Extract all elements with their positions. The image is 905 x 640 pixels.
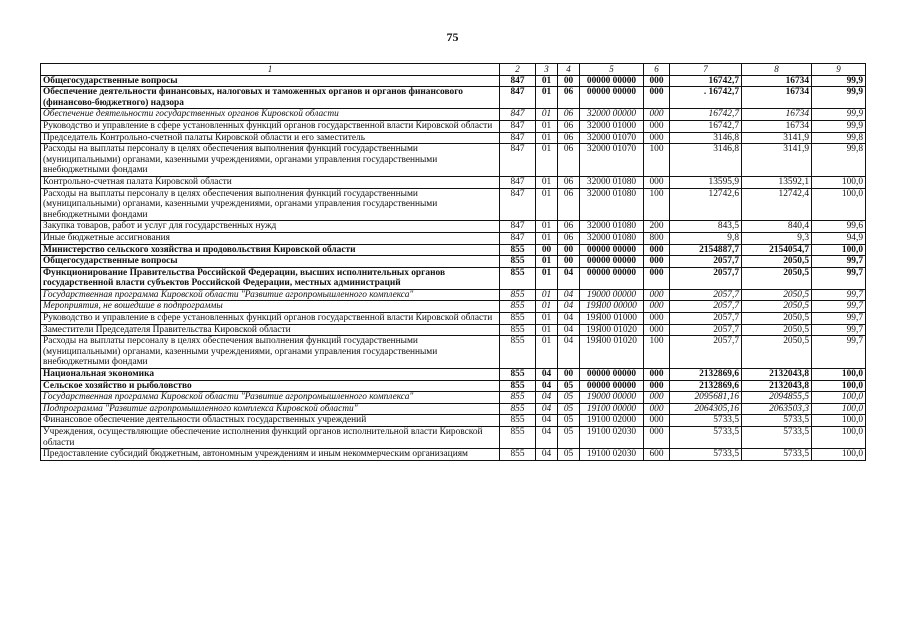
execution-percent: 100,0 — [812, 427, 866, 449]
admin-code: 855 — [500, 256, 536, 268]
execution-percent: 100,0 — [812, 449, 866, 461]
subsection-code: 00 — [558, 75, 580, 87]
column-header: 4 — [558, 64, 580, 76]
row-name: Расходы на выплаты персоналу в целях обеспечения выполнения функций государственными (муниципальными) органами, казенными учреждениями, органами управления государственными внебюджетными фондами — [41, 188, 500, 221]
target-article-code: 00000 00000 — [580, 380, 644, 392]
planned-amount: 2057,7 — [670, 336, 742, 369]
admin-code: 855 — [500, 380, 536, 392]
target-article-code: 19Я00 01020 — [580, 336, 644, 369]
executed-amount: 3141,9 — [742, 144, 812, 177]
subsection-code: 04 — [558, 336, 580, 369]
row-name: Сельское хозяйство и рыболовство — [41, 380, 500, 392]
expense-type-code: 000 — [644, 244, 670, 256]
executed-amount: 5733,5 — [742, 415, 812, 427]
expense-type-code: 000 — [644, 392, 670, 404]
subsection-code: 05 — [558, 392, 580, 404]
table-row — [41, 324, 866, 336]
admin-code: 847 — [500, 176, 536, 188]
row-name: Обеспечение деятельности государственных органов Кировской области — [41, 109, 500, 121]
row-name: Предоставление субсидий бюджетным, автономным учреждениям и иным некоммерческим организациям — [41, 449, 500, 461]
table-row — [41, 369, 866, 381]
section-code: 01 — [536, 336, 558, 369]
planned-amount: 2064305,16 — [670, 403, 742, 415]
expense-type-code: 000 — [644, 369, 670, 381]
table-row — [41, 301, 866, 313]
target-article-code: 19100 00000 — [580, 403, 644, 415]
admin-code: 855 — [500, 289, 536, 301]
executed-amount: 2132043,8 — [742, 380, 812, 392]
section-code: 01 — [536, 75, 558, 87]
section-code: 01 — [536, 232, 558, 244]
executed-amount: 3141,9 — [742, 132, 812, 144]
planned-amount: 2132869,6 — [670, 369, 742, 381]
expense-type-code: 200 — [644, 221, 670, 233]
column-header: 3 — [536, 64, 558, 76]
section-code: 04 — [536, 380, 558, 392]
section-code: 01 — [536, 313, 558, 325]
section-code: 04 — [536, 392, 558, 404]
section-code: 01 — [536, 301, 558, 313]
target-article-code: 32000 01080 — [580, 176, 644, 188]
section-code: 01 — [536, 109, 558, 121]
column-header: 5 — [580, 64, 644, 76]
execution-percent: 99,7 — [812, 267, 866, 289]
table-row — [41, 244, 866, 256]
planned-amount: 2057,7 — [670, 267, 742, 289]
table-row — [41, 415, 866, 427]
section-code: 00 — [536, 244, 558, 256]
section-code: 01 — [536, 267, 558, 289]
section-code: 04 — [536, 403, 558, 415]
executed-amount: 2050,5 — [742, 324, 812, 336]
expense-type-code: 600 — [644, 449, 670, 461]
subsection-code: 06 — [558, 132, 580, 144]
table-row — [41, 449, 866, 461]
subsection-code: 04 — [558, 324, 580, 336]
admin-code: 855 — [500, 267, 536, 289]
table-row — [41, 221, 866, 233]
executed-amount: 9,3 — [742, 232, 812, 244]
target-article-code: 19000 00000 — [580, 289, 644, 301]
section-code: 01 — [536, 256, 558, 268]
executed-amount: 12742,4 — [742, 188, 812, 221]
executed-amount: 16734 — [742, 75, 812, 87]
target-article-code: 19000 00000 — [580, 392, 644, 404]
subsection-code: 05 — [558, 449, 580, 461]
table-row — [41, 403, 866, 415]
executed-amount: 2063503,3 — [742, 403, 812, 415]
admin-code: 855 — [500, 336, 536, 369]
executed-amount: 2050,5 — [742, 289, 812, 301]
row-name: Общегосударственные вопросы — [41, 256, 500, 268]
column-header: 6 — [644, 64, 670, 76]
execution-percent: 100,0 — [812, 176, 866, 188]
target-article-code: 19Я00 01020 — [580, 324, 644, 336]
row-name: Государственная программа Кировской области "Развитие агропромышленного комплекса" — [41, 289, 500, 301]
planned-amount: 2154887,7 — [670, 244, 742, 256]
expense-type-code: 000 — [644, 267, 670, 289]
table-row — [41, 256, 866, 268]
table-row — [41, 380, 866, 392]
planned-amount: 2057,7 — [670, 313, 742, 325]
executed-amount: 16734 — [742, 87, 812, 109]
planned-amount: 16742,7 — [670, 75, 742, 87]
target-article-code: 00000 00000 — [580, 87, 644, 109]
execution-percent: 99,7 — [812, 336, 866, 369]
admin-code: 847 — [500, 188, 536, 221]
section-code: 01 — [536, 87, 558, 109]
section-code: 01 — [536, 221, 558, 233]
expense-type-code: 000 — [644, 75, 670, 87]
admin-code: 847 — [500, 221, 536, 233]
table-row — [41, 109, 866, 121]
row-name: Государственная программа Кировской области "Развитие агропромышленного комплекса" — [41, 392, 500, 404]
subsection-code: 06 — [558, 176, 580, 188]
expense-type-code: 100 — [644, 144, 670, 177]
target-article-code: 32000 01080 — [580, 188, 644, 221]
row-name: Расходы на выплаты персоналу в целях обеспечения выполнения функций государственными (муниципальными) органами, казенными учреждениями, органами управления государственными внебюджетными фондами — [41, 144, 500, 177]
subsection-code: 06 — [558, 109, 580, 121]
section-code: 01 — [536, 176, 558, 188]
planned-amount: 5733,5 — [670, 427, 742, 449]
planned-amount: 2057,7 — [670, 256, 742, 268]
expense-type-code: 000 — [644, 427, 670, 449]
row-name: Общегосударственные вопросы — [41, 75, 500, 87]
row-name: Руководство и управление в сфере установленных функций органов государственной власти Кировской области — [41, 120, 500, 132]
row-name: Заместители Председателя Правительства Кировской области — [41, 324, 500, 336]
admin-code: 847 — [500, 144, 536, 177]
subsection-code: 00 — [558, 244, 580, 256]
executed-amount: 2050,5 — [742, 267, 812, 289]
table-row — [41, 392, 866, 404]
row-name: Обеспечение деятельности финансовых, налоговых и таможенных органов и органов финансового (финансово-бюджетного) надзора — [41, 87, 500, 109]
execution-percent: 99,9 — [812, 109, 866, 121]
expense-type-code: 000 — [644, 415, 670, 427]
planned-amount: 2057,7 — [670, 301, 742, 313]
table-row — [41, 120, 866, 132]
target-article-code: 32000 01070 — [580, 132, 644, 144]
admin-code: 855 — [500, 313, 536, 325]
page-number: 75 — [446, 30, 459, 44]
section-code: 01 — [536, 289, 558, 301]
planned-amount: 13595,9 — [670, 176, 742, 188]
subsection-code: 05 — [558, 380, 580, 392]
target-article-code: 00000 00000 — [580, 75, 644, 87]
executed-amount: 2050,5 — [742, 301, 812, 313]
subsection-code: 06 — [558, 188, 580, 221]
execution-percent: 99,7 — [812, 289, 866, 301]
target-article-code: 19Я00 01000 — [580, 313, 644, 325]
table-row — [41, 267, 866, 289]
planned-amount: 2132869,6 — [670, 380, 742, 392]
execution-percent: 99,8 — [812, 144, 866, 177]
section-code: 01 — [536, 144, 558, 177]
row-name: Подпрограмма "Развитие агропромышленного комплекса Кировской области" — [41, 403, 500, 415]
expense-type-code: 000 — [644, 176, 670, 188]
subsection-code: 05 — [558, 403, 580, 415]
target-article-code: 32000 01080 — [580, 232, 644, 244]
execution-percent: 99,7 — [812, 256, 866, 268]
subsection-code: 06 — [558, 144, 580, 177]
row-name: Учреждения, осуществляющие обеспечение исполнения функций органов исполнительной власти Кировской области — [41, 427, 500, 449]
executed-amount: 840,4 — [742, 221, 812, 233]
admin-code: 855 — [500, 369, 536, 381]
subsection-code: 05 — [558, 427, 580, 449]
planned-amount: . 16742,7 — [670, 87, 742, 109]
execution-percent: 94,9 — [812, 232, 866, 244]
subsection-code: 00 — [558, 256, 580, 268]
subsection-code: 06 — [558, 221, 580, 233]
execution-percent: 99,7 — [812, 313, 866, 325]
target-article-code: 19100 02000 — [580, 415, 644, 427]
section-code: 01 — [536, 324, 558, 336]
admin-code: 847 — [500, 120, 536, 132]
execution-percent: 99,7 — [812, 301, 866, 313]
column-header: 7 — [670, 64, 742, 76]
execution-percent: 100,0 — [812, 380, 866, 392]
column-header: 2 — [500, 64, 536, 76]
target-article-code: 32000 00000 — [580, 109, 644, 121]
expense-type-code: 000 — [644, 403, 670, 415]
target-article-code: 00000 00000 — [580, 369, 644, 381]
target-article-code: 00000 00000 — [580, 267, 644, 289]
execution-percent: 100,0 — [812, 403, 866, 415]
admin-code: 847 — [500, 75, 536, 87]
section-code: 04 — [536, 449, 558, 461]
executed-amount: 16734 — [742, 109, 812, 121]
planned-amount: 12742,6 — [670, 188, 742, 221]
target-article-code: 32000 01080 — [580, 221, 644, 233]
planned-amount: 843,5 — [670, 221, 742, 233]
planned-amount: 5733,5 — [670, 449, 742, 461]
planned-amount: 3146,8 — [670, 144, 742, 177]
table-row — [41, 144, 866, 177]
expense-type-code: 000 — [644, 380, 670, 392]
table-row — [41, 188, 866, 221]
expense-type-code: 000 — [644, 87, 670, 109]
planned-amount: 2057,7 — [670, 324, 742, 336]
section-code: 01 — [536, 188, 558, 221]
executed-amount: 2050,5 — [742, 313, 812, 325]
subsection-code: 04 — [558, 313, 580, 325]
executed-amount: 5733,5 — [742, 427, 812, 449]
admin-code: 855 — [500, 392, 536, 404]
column-header: 8 — [742, 64, 812, 76]
section-code: 04 — [536, 415, 558, 427]
execution-percent: 99,6 — [812, 221, 866, 233]
subsection-code: 04 — [558, 289, 580, 301]
admin-code: 855 — [500, 324, 536, 336]
section-code: 01 — [536, 132, 558, 144]
execution-percent: 100,0 — [812, 415, 866, 427]
planned-amount: 16742,7 — [670, 120, 742, 132]
execution-percent: 99,9 — [812, 120, 866, 132]
execution-percent: 99,7 — [812, 324, 866, 336]
table-row — [41, 75, 866, 87]
target-article-code: 00000 00000 — [580, 244, 644, 256]
executed-amount: 5733,5 — [742, 449, 812, 461]
planned-amount: 2057,7 — [670, 289, 742, 301]
expense-type-code: 000 — [644, 109, 670, 121]
column-header: 1 — [41, 64, 500, 76]
admin-code: 847 — [500, 109, 536, 121]
expense-type-code: 800 — [644, 232, 670, 244]
execution-percent: 100,0 — [812, 244, 866, 256]
row-name: Функционирование Правительства Российской Федерации, высших исполнительных органов государственной власти субъектов Российской Федерации, местных администраций — [41, 267, 500, 289]
executed-amount: 2094855,5 — [742, 392, 812, 404]
table-row — [41, 176, 866, 188]
target-article-code: 19Я00 00000 — [580, 301, 644, 313]
row-name: Иные бюджетные ассигнования — [41, 232, 500, 244]
row-name: Министерство сельского хозяйства и продовольствия Кировской области — [41, 244, 500, 256]
table-row — [41, 313, 866, 325]
target-article-code: 19100 02030 — [580, 449, 644, 461]
admin-code: 855 — [500, 415, 536, 427]
admin-code: 855 — [500, 301, 536, 313]
execution-percent: 99,9 — [812, 75, 866, 87]
row-name: Финансовое обеспечение деятельности областных государственных учреждений — [41, 415, 500, 427]
target-article-code: 32000 01070 — [580, 144, 644, 177]
table-row — [41, 132, 866, 144]
row-name: Председатель Контрольно-счетной палаты Кировской области и его заместитель — [41, 132, 500, 144]
table-row — [41, 289, 866, 301]
table-row — [41, 427, 866, 449]
planned-amount: 2095681,16 — [670, 392, 742, 404]
execution-percent: 100,0 — [812, 188, 866, 221]
executed-amount: 16734 — [742, 120, 812, 132]
admin-code: 847 — [500, 232, 536, 244]
target-article-code: 19100 02030 — [580, 427, 644, 449]
table-row — [41, 336, 866, 369]
target-article-code: 32000 01000 — [580, 120, 644, 132]
execution-percent: 100,0 — [812, 369, 866, 381]
execution-percent: 99,8 — [812, 132, 866, 144]
row-name: Руководство и управление в сфере установленных функций органов государственной власти Кировской области — [41, 313, 500, 325]
subsection-code: 06 — [558, 232, 580, 244]
planned-amount: 16742,7 — [670, 109, 742, 121]
expense-type-code: 000 — [644, 120, 670, 132]
row-name: Мероприятия, не вошедшие в подпрограммы — [41, 301, 500, 313]
expense-type-code: 000 — [644, 301, 670, 313]
expense-type-code: 000 — [644, 132, 670, 144]
admin-code: 847 — [500, 87, 536, 109]
subsection-code: 04 — [558, 301, 580, 313]
row-name: Расходы на выплаты персоналу в целях обеспечения выполнения функций государственными (муниципальными) органами, казенными учреждениями, органами управления государственными внебюджетными фондами — [41, 336, 500, 369]
column-header: 9 — [812, 64, 866, 76]
section-code: 01 — [536, 120, 558, 132]
expense-type-code: 000 — [644, 313, 670, 325]
table-row — [41, 232, 866, 244]
subsection-code: 06 — [558, 87, 580, 109]
executed-amount: 2050,5 — [742, 336, 812, 369]
expense-type-code: 100 — [644, 188, 670, 221]
section-code: 04 — [536, 427, 558, 449]
subsection-code: 00 — [558, 369, 580, 381]
subsection-code: 06 — [558, 120, 580, 132]
planned-amount: 5733,5 — [670, 415, 742, 427]
row-name: Закупка товаров, работ и услуг для государственных нужд — [41, 221, 500, 233]
expense-type-code: 000 — [644, 289, 670, 301]
subsection-code: 04 — [558, 267, 580, 289]
admin-code: 855 — [500, 427, 536, 449]
planned-amount: 3146,8 — [670, 132, 742, 144]
admin-code: 855 — [500, 449, 536, 461]
executed-amount: 2154054,7 — [742, 244, 812, 256]
target-article-code: 00000 00000 — [580, 256, 644, 268]
execution-percent: 100,0 — [812, 392, 866, 404]
admin-code: 855 — [500, 244, 536, 256]
table-row — [41, 87, 866, 109]
expense-type-code: 000 — [644, 256, 670, 268]
planned-amount: 9,8 — [670, 232, 742, 244]
executed-amount: 13592,1 — [742, 176, 812, 188]
table-header-row — [41, 64, 866, 76]
expense-type-code: 000 — [644, 324, 670, 336]
executed-amount: 2132043,8 — [742, 369, 812, 381]
admin-code: 847 — [500, 132, 536, 144]
expense-type-code: 100 — [644, 336, 670, 369]
execution-percent: 99,9 — [812, 87, 866, 109]
admin-code: 855 — [500, 403, 536, 415]
row-name: Контрольно-счетная палата Кировской области — [41, 176, 500, 188]
row-name: Национальная экономика — [41, 369, 500, 381]
budget-table — [40, 63, 866, 461]
subsection-code: 05 — [558, 415, 580, 427]
section-code: 04 — [536, 369, 558, 381]
executed-amount: 2050,5 — [742, 256, 812, 268]
